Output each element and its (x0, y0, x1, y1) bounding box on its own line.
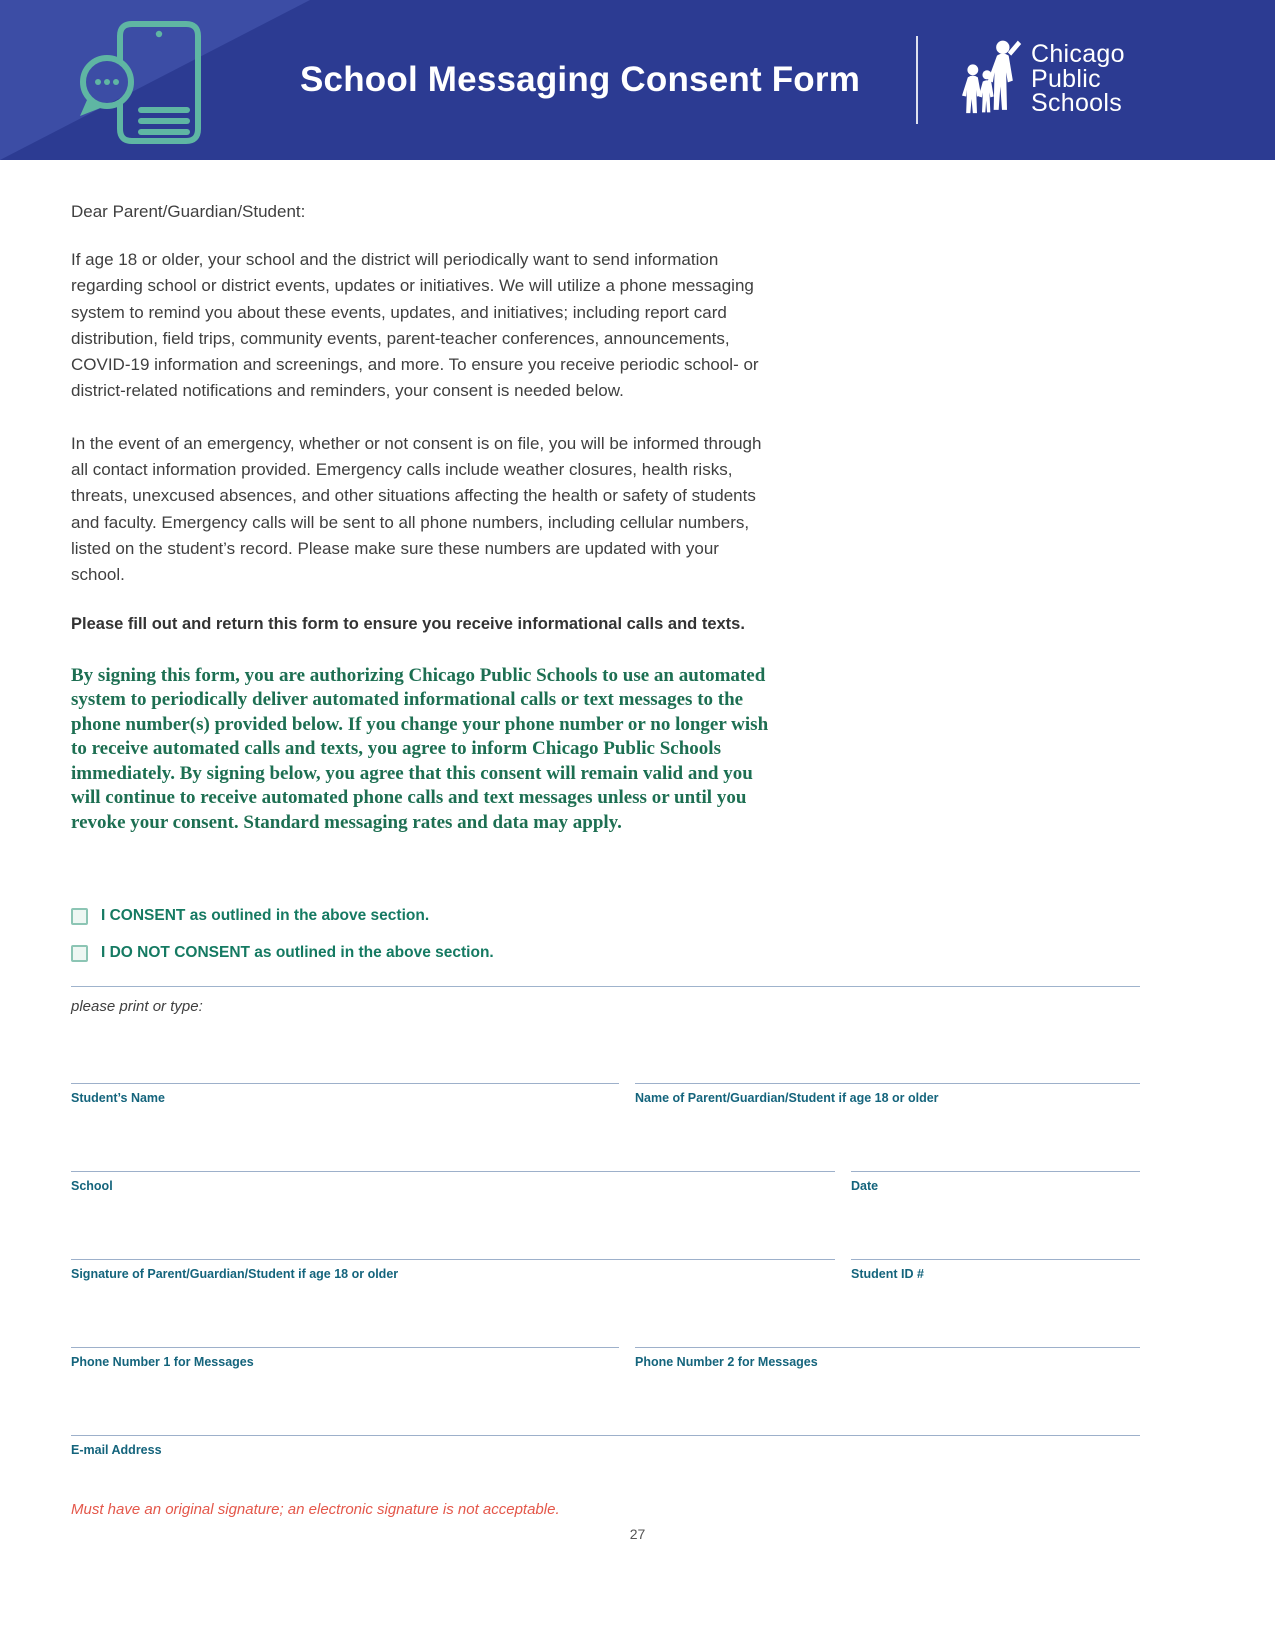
header-banner (0, 0, 1275, 160)
date-input-line[interactable] (851, 1171, 1140, 1172)
form-row-2 (71, 1171, 1140, 1193)
phone1-field (71, 1347, 619, 1369)
student-name-label: Student’s Name (71, 1091, 166, 1106)
phone2-field (635, 1347, 1140, 1369)
cps-logo (962, 38, 1125, 120)
form-body (0, 160, 1275, 1518)
form-row-5 (71, 1435, 1140, 1457)
student-id-input-line[interactable] (851, 1259, 1140, 1260)
page-number: 27 (629, 1526, 646, 1542)
phone1-input-line[interactable] (71, 1347, 619, 1348)
student-name-input-line[interactable] (71, 1083, 619, 1084)
emergency-paragraph: In the event of an emergency, whether or not consent is on file, you will be informed through all contact information provided. Emergency calls include weather closures, health risks, threats, unexcused absences, and other situations affecting the health or safety of students and faculty. Emergency calls will be sent to all phone numbers, including cellular numbers, listed on the student’s record. Please make sure these numbers are updated with your school. (71, 433, 762, 585)
school-input-line[interactable] (71, 1171, 835, 1172)
email-input-line[interactable] (71, 1435, 1140, 1436)
cps-logo-figures-icon (962, 38, 1022, 120)
phone-message-icon (75, 20, 225, 145)
parent-name-label: Name of Parent/Guardian/Student if age 18 or older (635, 1091, 939, 1106)
cps-logo-text (1031, 42, 1125, 116)
consent-label: I CONSENT as outlined in the above section. (101, 907, 430, 925)
intro-paragraph: If age 18 or older, your school and the district will periodically want to send information regarding school or district events, updates or initiatives. We will utilize a phone messaging system to remind you about these events, updates, and initiatives; including report card distribution, field trips, community events, parent-teacher conferences, announcements, COVID-19 information and screenings, and more. To ensure you receive periodic school- or district-related notifications and reminders, your consent is needed below. (71, 250, 759, 401)
parent-name-input-line[interactable] (635, 1083, 1140, 1084)
school-label: School (71, 1179, 113, 1194)
email-field (71, 1435, 1140, 1457)
original-signature-note: Must have an original signature; an electronic signature is not acceptable. (71, 1501, 560, 1519)
salutation: Dear Parent/Guardian/Student: (71, 202, 306, 221)
student-name-field (71, 1083, 619, 1105)
parent-name-field (635, 1083, 1140, 1105)
print-or-type-note: please print or type: (71, 998, 203, 1016)
logo-line-1: Chicago (1031, 40, 1125, 69)
consent-option-no (71, 944, 1140, 962)
section-divider (71, 986, 1140, 987)
page-title: School Messaging Consent Form (300, 60, 861, 99)
do-not-consent-checkbox[interactable] (71, 945, 88, 962)
logo-line-3: Schools (1031, 89, 1123, 118)
student-id-label: Student ID # (851, 1267, 924, 1282)
consent-option-yes (71, 907, 1140, 925)
do-not-consent-label: I DO NOT CONSENT as outlined in the above section. (101, 944, 494, 962)
form-row-4 (71, 1347, 1140, 1369)
authorization-paragraph: By signing this form, you are authorizing Chicago Public Schools to use an automated system to periodically deliver automated informational calls or text messages to the phone number(s) provided below. If you change your phone number or no longer wish to receive automated calls and texts, you agree to inform Chicago Public Schools immediately. By signing below, you agree that this consent will remain valid and you will continue to receive automated phone calls and text messages unless or until you revoke your consent. Standard messaging rates and data may apply. (71, 664, 769, 833)
signature-field (71, 1259, 835, 1281)
form-row-1 (71, 1083, 1140, 1105)
logo-line-2: Public (1031, 64, 1101, 93)
date-field (851, 1171, 1140, 1193)
return-instruction: Please fill out and return this form to ensure you receive informational calls and texts. (71, 614, 745, 633)
signature-input-line[interactable] (71, 1259, 835, 1260)
signature-label: Signature of Parent/Guardian/Student if age 18 or older (71, 1267, 399, 1282)
school-field (71, 1171, 835, 1193)
email-label: E-mail Address (71, 1443, 162, 1458)
phone1-label: Phone Number 1 for Messages (71, 1355, 254, 1370)
student-id-field (851, 1259, 1140, 1281)
phone2-input-line[interactable] (635, 1347, 1140, 1348)
phone2-label: Phone Number 2 for Messages (635, 1355, 818, 1370)
form-row-3 (71, 1259, 1140, 1281)
consent-options (71, 907, 1140, 962)
consent-checkbox[interactable] (71, 908, 88, 925)
date-label: Date (851, 1179, 879, 1194)
header-divider (916, 36, 918, 124)
